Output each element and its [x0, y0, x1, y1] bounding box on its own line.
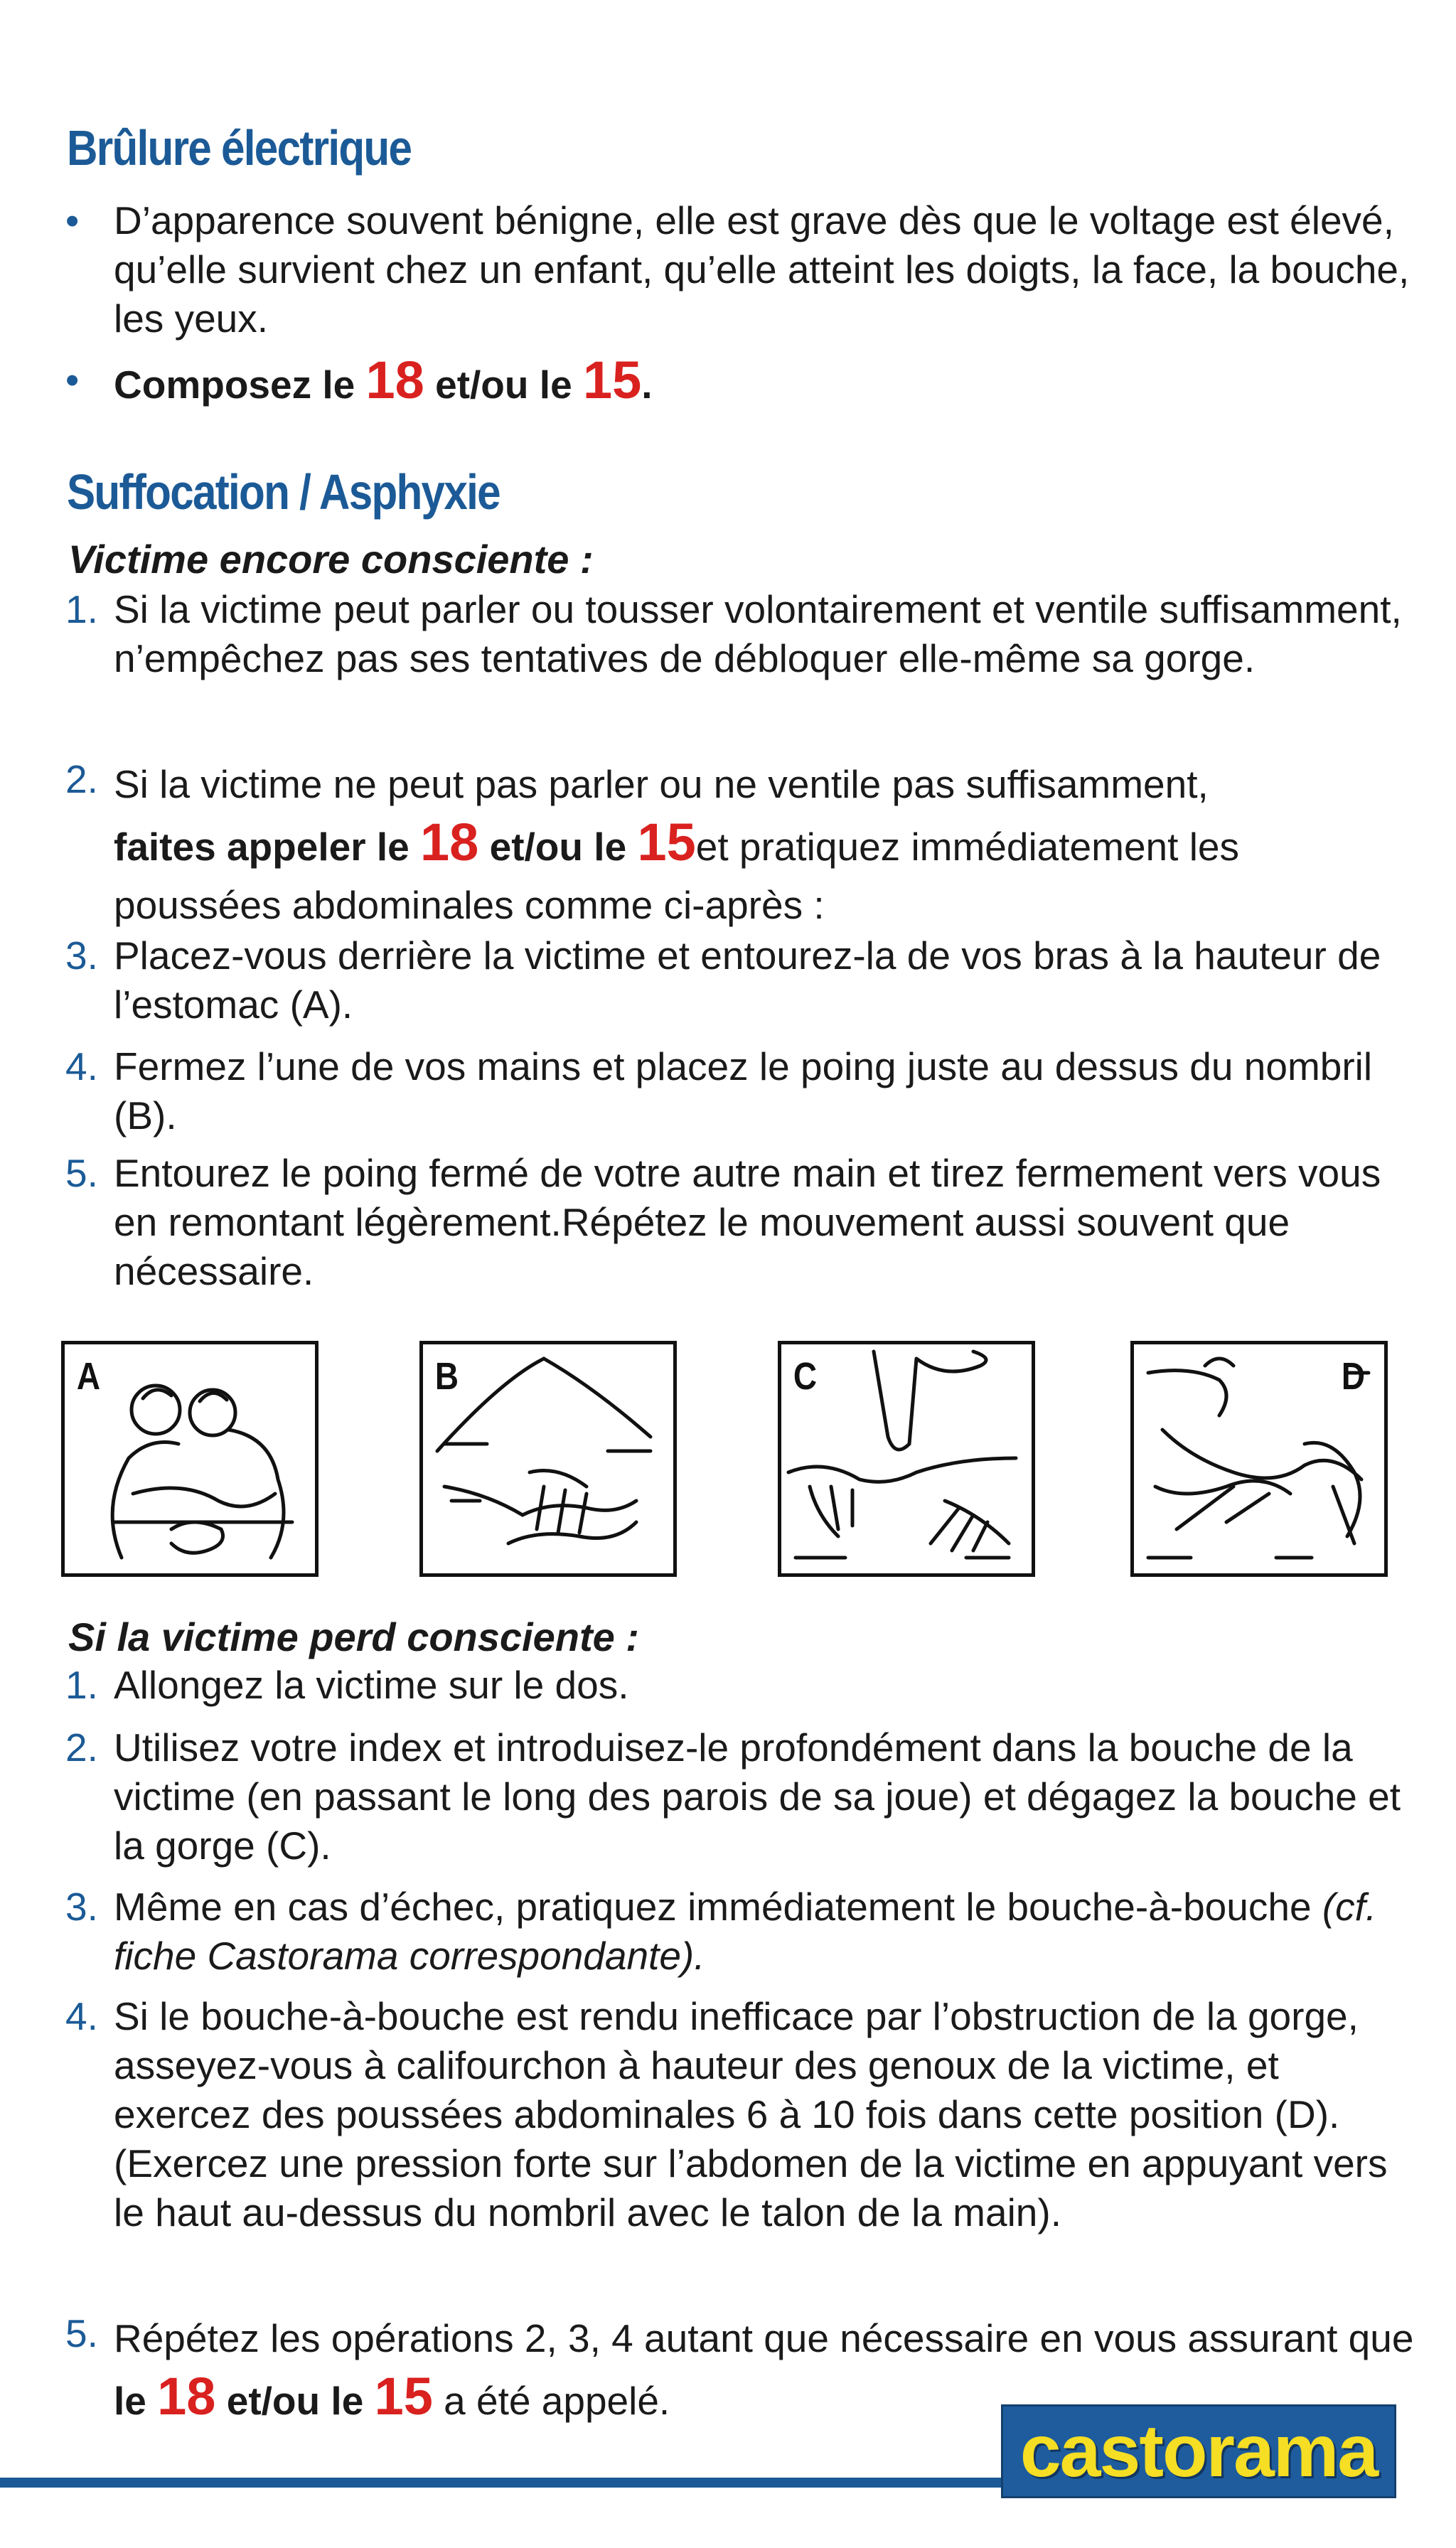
step-number: 4. — [65, 1994, 98, 2038]
step-number: 1. — [65, 1663, 98, 1707]
emergency-number-15: 15 — [582, 350, 642, 410]
heading-electric-burn: Brûlure électrique — [67, 120, 412, 176]
figure-b-drawing — [423, 1344, 673, 1573]
figure-label-b: B — [434, 1355, 459, 1398]
figure-a — [61, 1341, 318, 1577]
list-item — [65, 1661, 1416, 1710]
bullet-text: Composez le 18 et/ou le 15. — [114, 350, 653, 410]
emergency-number-15: 15 — [374, 2367, 433, 2426]
step-text: Fermez l’une de vos mains et placez le poing juste au dessus du nombril (B). — [114, 1044, 1373, 1138]
step-number: 1. — [65, 587, 98, 631]
emergency-number-18: 18 — [157, 2367, 216, 2426]
step-text: Si la victime ne peut pas parler ou ne ventile pas suffisamment, faites appeler le 18 et/ou le 15et pratiquez immédiatement les poussées abdominales comme ci-après : — [114, 762, 1240, 927]
list-item — [65, 350, 1416, 410]
subheading-conscious: Victime encore consciente : — [68, 537, 594, 582]
step-number: 5. — [65, 1151, 98, 1195]
brand-name: castorama — [1019, 2409, 1378, 2493]
heading-suffocation: Suffocation / Asphyxie — [67, 464, 500, 520]
bullet-marker: • — [65, 358, 80, 402]
list-item — [65, 1042, 1416, 1140]
footer-rule — [0, 2478, 1010, 2488]
bullet-text: D’apparence souvent bénigne, elle est grave dès que le voltage est élevé, qu’elle survient chez un enfant, qu’elle atteint les doigts, la face, la bouche, les yeux. — [114, 198, 1410, 341]
figure-c — [778, 1341, 1035, 1577]
list-item — [65, 1992, 1416, 2237]
step-text: Placez-vous derrière la victime et entourez-la de vos bras à la hauteur de l’estomac (A). — [114, 933, 1381, 1027]
list-item — [65, 1723, 1416, 1870]
step-number: 4. — [65, 1044, 98, 1088]
emergency-number-18: 18 — [420, 813, 479, 872]
step-text: Si la victime peut parler ou tousser volontairement et ventile suffisamment, n’empêchez pas ses tentatives de débloquer elle-même sa gorge. — [114, 587, 1402, 680]
emergency-number-15: 15 — [637, 813, 696, 872]
figure-c-drawing — [781, 1344, 1032, 1573]
list-item — [65, 1149, 1416, 1296]
step-text: Entourez le poing fermé de votre autre main et tirez fermement vers vous en remontant légèrement.Répétez le mouvement aussi souvent que nécessaire. — [114, 1151, 1381, 1293]
list-item — [65, 1883, 1416, 1981]
figure-d — [1130, 1341, 1388, 1577]
step-number: 2. — [65, 757, 98, 801]
step-text: Utilisez votre index et introduisez-le profondément dans la bouche de la victime (en passant le long des parois de sa joue) et dégagez la bouche et la gorge (C). — [114, 1725, 1401, 1868]
figure-label-c: C — [793, 1355, 818, 1398]
step-number: 3. — [65, 933, 98, 978]
subheading-unconscious: Si la victime perd consciente : — [68, 1615, 639, 1659]
figure-b — [419, 1341, 677, 1577]
step-text: Répétez les opérations 2, 3, 4 autant que nécessaire en vous assurant que le 18 et/ou le 15 a été appelé. — [114, 2316, 1414, 2426]
step-text: Si le bouche-à-bouche est rendu inefficace par l’obstruction de la gorge, asseyez-vous à califourchon à hauteur des genoux de la victime, et exercez des poussées abdominales 6 à 10 fois dans cette position (D). (Exercez une pression forte sur l’abdomen de la victime en appuyant vers le haut au-dessus du nombril avec le talon de la main). — [114, 1994, 1388, 2234]
castorama-logo — [1001, 2404, 1396, 2498]
step-text: Même en cas d’échec, pratiquez immédiatement le bouche-à-bouche (cf. fiche Castorama correspondante). — [114, 1885, 1377, 1978]
step-text: Allongez la victime sur le dos. — [114, 1663, 629, 1707]
figure-d-drawing — [1134, 1344, 1384, 1573]
step-number: 5. — [65, 2311, 98, 2355]
list-item — [65, 931, 1416, 1029]
emergency-number-18: 18 — [365, 350, 424, 410]
figure-a-drawing — [65, 1344, 315, 1573]
bullet-marker: • — [65, 198, 80, 242]
list-item — [65, 755, 1416, 934]
list-item — [65, 196, 1416, 343]
figure-label-d: D — [1341, 1355, 1366, 1398]
list-item — [65, 585, 1416, 683]
figure-label-a: A — [76, 1355, 101, 1398]
step-number: 2. — [65, 1725, 98, 1770]
step-number: 3. — [65, 1885, 98, 1929]
